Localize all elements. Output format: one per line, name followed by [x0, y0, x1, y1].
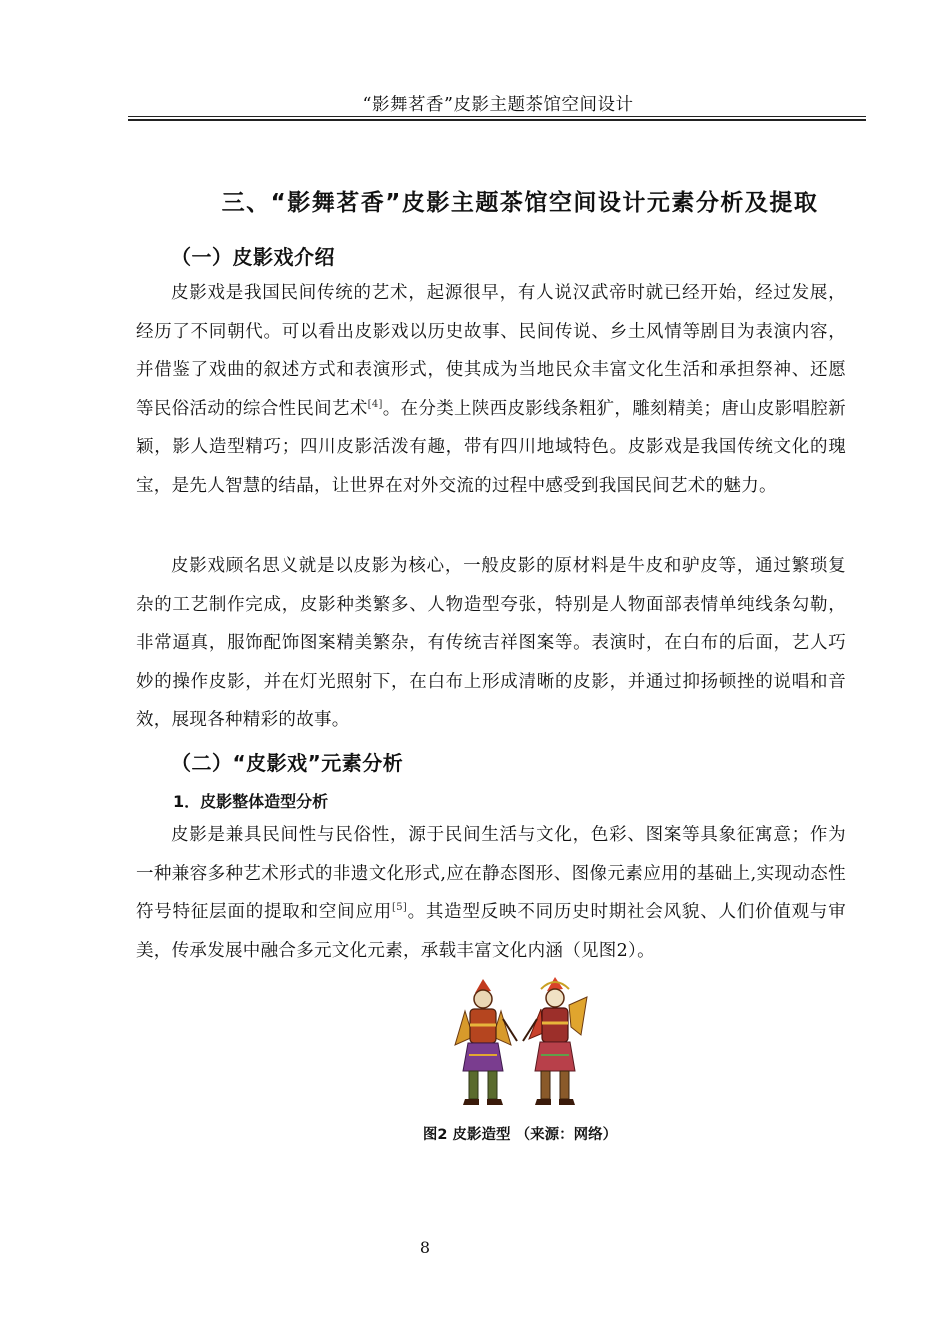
- paragraph-3-text-a: 皮影是兼具民间性与民俗性，源于民间生活与文化，色彩、图案等具象征寓意；作为一种兼容多种艺术形式的非遗文化形式,应在静态图形、图像元素应用的基础上,实现动态性符号特征层面的提取和空间应用: [136, 825, 846, 923]
- figure-caption: 图2 皮影造型 （来源：网络）: [422, 1127, 618, 1143]
- paragraph-3-text-b: 。其造型反映不同历史时期社会风貌、人们价值观与审美，传承发展中融合多元文化元素，承载丰富文化内涵（见图2）。: [136, 902, 847, 961]
- paragraph-1: [136, 274, 846, 506]
- chapter-title: 三、“影舞茗香”皮影主题茶馆空间设计元素分析及提取: [221, 190, 819, 216]
- header-rule: [128, 116, 866, 117]
- citation-ref-4: [4]: [367, 398, 383, 410]
- page-number: 8: [419, 1238, 431, 1257]
- left-puppet: [455, 979, 517, 1105]
- header-title: “影舞茗香”皮影主题茶馆空间设计: [362, 95, 634, 115]
- citation-ref-5: [5]: [392, 902, 408, 914]
- paragraph-2: 皮影戏顾名思义就是以皮影为核心，一般皮影的原材料是牛皮和驴皮等，通过繁琐复杂的工艺制作完成，皮影种类繁多、人物造型夸张，特别是人物面部表情单纯线条勾勒，非常逼真，服饰配饰图案精美繁杂，有传统吉祥图案等。表演时，在白布的后面，艺人巧妙的操作皮影，并在灯光照射下，在白布上形成清晰的皮影，并通过抑扬顿挫的说唱和音效，展现各种精彩的故事。: [136, 556, 846, 731]
- section-title-1: （一）皮影戏介绍: [171, 245, 335, 269]
- right-puppet: [523, 977, 587, 1105]
- paragraph-1-text-b: 。在分类上陕西皮影线条粗犷，雕刻精美；唐山皮影唱腔新颖，影人造型精巧；四川皮影活泼有趣，带有四川地域特色。皮影戏是我国传统文化的瑰宝，是先人智慧的结晶，让世界在对外交流的过程中感受到我国民间艺术的魅力。: [136, 398, 846, 496]
- paragraph-1-text-a: 皮影戏是我国民间传统的艺术，起源很早，有人说汉武帝时就已经开始，经过发展，经历了不同朝代。可以看出皮影戏以历史故事、民间传说、乡土风情等剧目为表演内容，并借鉴了戏曲的叙述方式和表演形式，使其成为当地民众丰富文化生活和承担祭神、还愿等民俗活动的综合性民间艺术: [136, 283, 846, 419]
- paragraph-3: [136, 816, 846, 970]
- section-title-2: （二）“皮影戏”元素分析: [171, 751, 404, 775]
- header-rule-thick: [128, 119, 866, 121]
- shadow-puppet-image: [445, 975, 595, 1110]
- subsection-title-1: 1．皮影整体造型分析: [173, 792, 329, 811]
- shadow-puppet-figure: [445, 975, 595, 1110]
